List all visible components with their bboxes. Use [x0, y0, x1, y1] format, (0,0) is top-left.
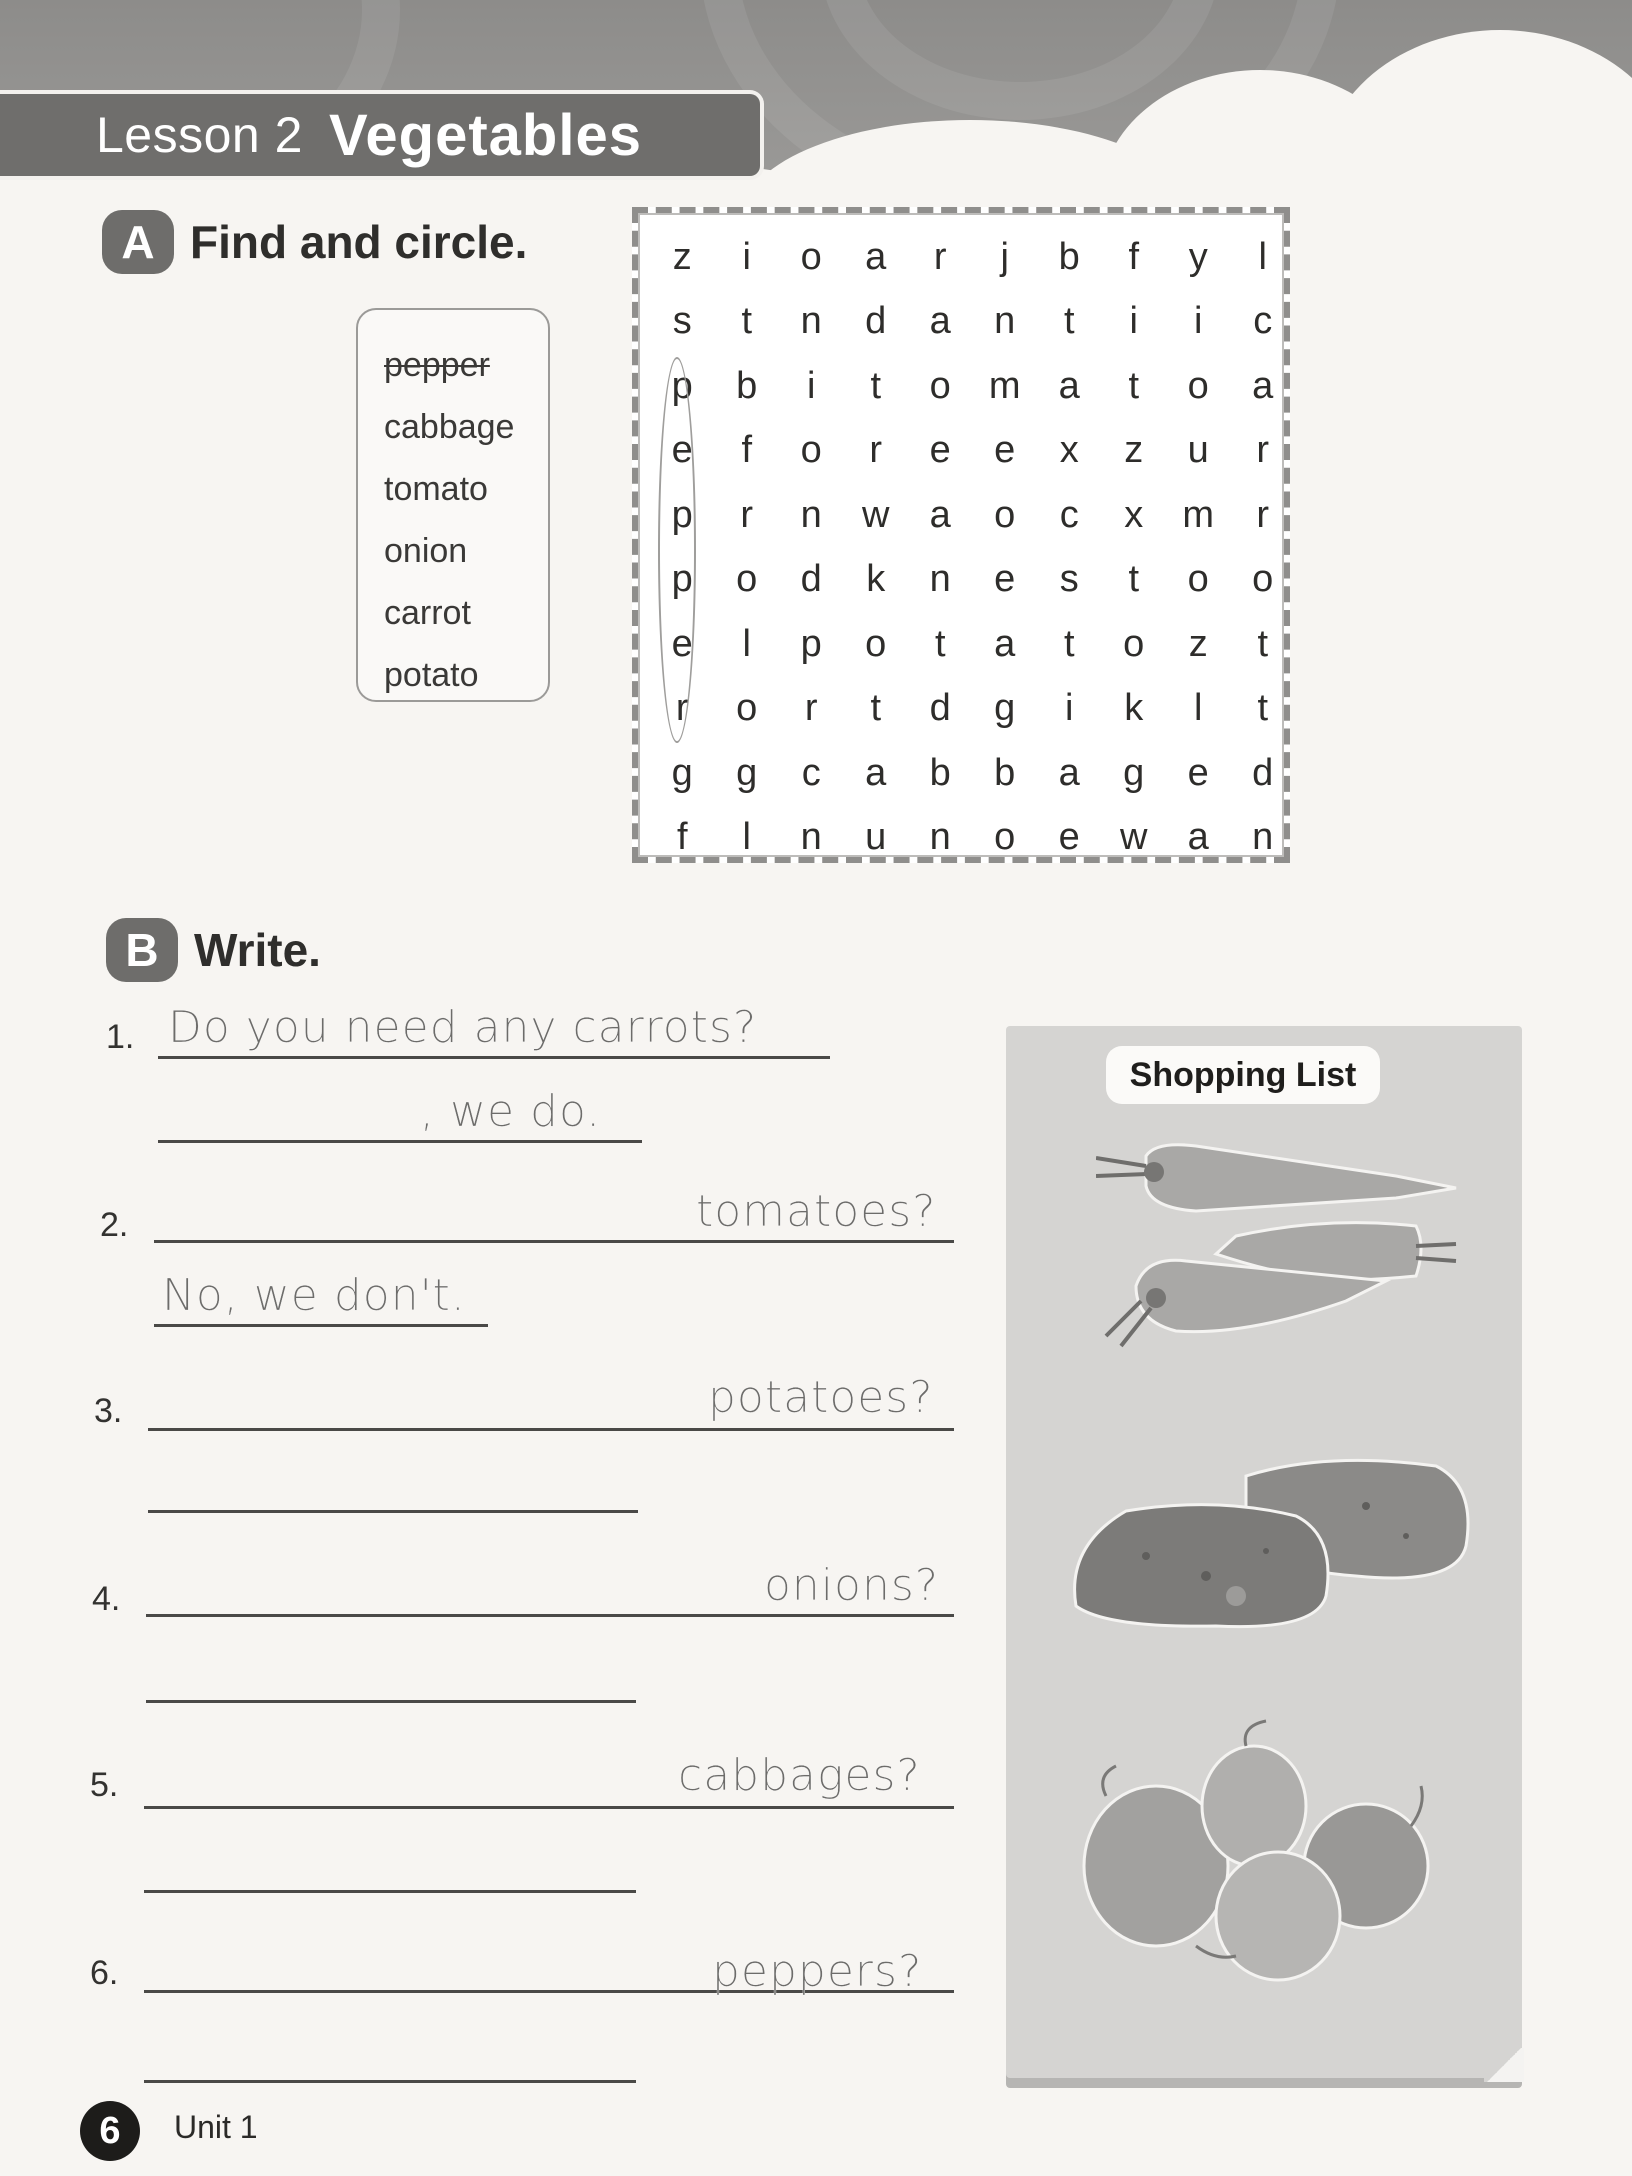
- question-line[interactable]: [154, 1240, 954, 1243]
- answer-line[interactable]: [148, 1510, 638, 1513]
- grid-letter[interactable]: e: [1187, 751, 1209, 794]
- grid-letter[interactable]: n: [994, 300, 1016, 343]
- grid-letter[interactable]: c: [1253, 300, 1273, 343]
- grid-letter[interactable]: i: [1194, 300, 1203, 343]
- grid-letter[interactable]: x: [1124, 493, 1144, 536]
- grid-letter[interactable]: z: [1188, 622, 1208, 665]
- traced-answer: No, we don't.: [162, 1270, 466, 1321]
- grid-letter[interactable]: o: [865, 622, 887, 665]
- traced-question: peppers?: [712, 1946, 923, 1997]
- grid-letter[interactable]: o: [1252, 558, 1274, 601]
- word-bank-item: cabbage: [384, 408, 515, 446]
- grid-letter[interactable]: a: [1058, 751, 1080, 794]
- grid-letter[interactable]: o: [1123, 622, 1145, 665]
- traced-question: tomatoes?: [696, 1186, 937, 1237]
- grid-letter[interactable]: r: [1256, 429, 1270, 472]
- grid-letter[interactable]: c: [801, 751, 821, 794]
- grid-letter[interactable]: p: [671, 364, 693, 407]
- grid-letter[interactable]: n: [929, 816, 951, 859]
- grid-letter[interactable]: t: [1128, 558, 1140, 601]
- grid-letter[interactable]: f: [1128, 235, 1140, 278]
- question-line[interactable]: [148, 1428, 954, 1431]
- carrots-icon: [1096, 1136, 1476, 1366]
- grid-letter[interactable]: t: [1063, 622, 1075, 665]
- grid-letter[interactable]: t: [1257, 687, 1269, 730]
- traced-question: onions?: [764, 1560, 940, 1611]
- grid-letter[interactable]: r: [1256, 493, 1270, 536]
- grid-letter[interactable]: i: [1065, 687, 1074, 730]
- question-line[interactable]: [158, 1056, 830, 1059]
- grid-letter[interactable]: k: [1124, 687, 1144, 730]
- word-search-puzzle: [632, 207, 1290, 863]
- grid-letter[interactable]: t: [870, 687, 882, 730]
- grid-letter[interactable]: f: [676, 816, 688, 859]
- question-line[interactable]: [146, 1614, 954, 1617]
- grid-letter[interactable]: r: [869, 429, 883, 472]
- grid-letter[interactable]: w: [1120, 816, 1148, 859]
- grid-letter[interactable]: o: [929, 364, 951, 407]
- grid-letter[interactable]: i: [807, 364, 816, 407]
- grid-letter[interactable]: o: [994, 493, 1016, 536]
- grid-letter[interactable]: n: [800, 300, 822, 343]
- grid-letter[interactable]: o: [800, 235, 822, 278]
- example-circle-pepper: [658, 357, 696, 743]
- word-bank: [356, 308, 550, 702]
- word-bank-item: potato: [384, 656, 479, 694]
- question-line[interactable]: [144, 1806, 954, 1809]
- grid-letter[interactable]: m: [1182, 493, 1215, 536]
- grid-letter[interactable]: l: [742, 622, 751, 665]
- grid-letter[interactable]: j: [1000, 235, 1009, 278]
- word-bank-item: carrot: [384, 594, 471, 632]
- section-a-instruction: Find and circle.: [190, 216, 528, 268]
- potatoes-icon: [1066, 1456, 1476, 1646]
- answer-line[interactable]: [144, 2080, 636, 2083]
- grid-letter[interactable]: t: [1128, 364, 1140, 407]
- grid-letter[interactable]: a: [929, 493, 951, 536]
- item-number: 1.: [106, 1018, 135, 1056]
- grid-letter[interactable]: e: [671, 429, 693, 472]
- grid-letter[interactable]: k: [866, 558, 886, 601]
- answer-line[interactable]: [158, 1140, 642, 1143]
- grid-letter[interactable]: s: [672, 300, 692, 343]
- grid-letter[interactable]: p: [800, 622, 822, 665]
- lesson-title-bar: [0, 90, 764, 180]
- lesson-title: Vegetables: [328, 102, 642, 168]
- grid-letter[interactable]: d: [1252, 751, 1274, 794]
- grid-letter[interactable]: g: [994, 687, 1016, 730]
- traced-question: potatoes?: [708, 1372, 934, 1423]
- grid-letter[interactable]: l: [742, 816, 751, 859]
- grid-letter[interactable]: t: [1257, 622, 1269, 665]
- grid-letter[interactable]: d: [800, 558, 822, 601]
- answer-line[interactable]: [144, 1890, 636, 1893]
- section-b-badge: B: [106, 918, 178, 982]
- traced-question: cabbages?: [678, 1750, 921, 1801]
- grid-letter[interactable]: o: [800, 429, 822, 472]
- grid-letter[interactable]: e: [994, 558, 1016, 601]
- traced-answer: , we do.: [420, 1086, 602, 1137]
- grid-letter[interactable]: e: [1058, 816, 1080, 859]
- shopping-list-title: Shopping List: [1106, 1046, 1380, 1104]
- grid-letter[interactable]: n: [1252, 816, 1274, 859]
- grid-letter[interactable]: t: [741, 300, 753, 343]
- item-number: 4.: [92, 1580, 121, 1618]
- grid-letter[interactable]: g: [671, 751, 693, 794]
- grid-letter[interactable]: a: [865, 235, 887, 278]
- grid-letter[interactable]: u: [865, 816, 887, 859]
- grid-letter[interactable]: r: [675, 687, 689, 730]
- lesson-number: Lesson 2: [96, 107, 303, 163]
- grid-letter[interactable]: g: [736, 751, 758, 794]
- answer-line[interactable]: [146, 1700, 636, 1703]
- section-a-badge: A: [102, 210, 174, 274]
- grid-letter[interactable]: g: [1123, 751, 1145, 794]
- grid-letter[interactable]: o: [1187, 364, 1209, 407]
- item-number: 5.: [90, 1766, 119, 1804]
- section-b-instruction: Write.: [194, 924, 321, 976]
- word-search-grid: [650, 225, 1295, 870]
- page-number-badge: 6: [80, 2101, 140, 2161]
- grid-letter[interactable]: x: [1059, 429, 1079, 472]
- grid-letter[interactable]: i: [1129, 300, 1138, 343]
- grid-letter[interactable]: b: [736, 364, 758, 407]
- onions-icon: [1066, 1716, 1466, 1986]
- grid-letter[interactable]: i: [742, 235, 751, 278]
- grid-letter[interactable]: d: [929, 687, 951, 730]
- grid-letter[interactable]: n: [800, 493, 822, 536]
- grid-letter[interactable]: d: [865, 300, 887, 343]
- shopping-list-panel: [1006, 1026, 1522, 2078]
- item-number: 6.: [90, 1954, 119, 1992]
- grid-letter[interactable]: z: [672, 235, 692, 278]
- grid-letter[interactable]: m: [988, 364, 1021, 407]
- grid-letter[interactable]: z: [1124, 429, 1144, 472]
- grid-letter[interactable]: l: [1194, 687, 1203, 730]
- word-bank-item: tomato: [384, 470, 488, 508]
- grid-letter[interactable]: b: [994, 751, 1016, 794]
- grid-letter[interactable]: y: [1188, 235, 1208, 278]
- grid-letter[interactable]: t: [870, 364, 882, 407]
- grid-letter[interactable]: w: [862, 493, 890, 536]
- word-bank-item: onion: [384, 532, 468, 570]
- item-number: 3.: [94, 1392, 123, 1430]
- grid-letter[interactable]: e: [671, 622, 693, 665]
- section-a-header: [102, 210, 527, 274]
- grid-letter[interactable]: t: [1063, 300, 1075, 343]
- traced-question: Do you need any carrots?: [168, 1002, 758, 1053]
- unit-label: Unit 1: [174, 2109, 258, 2145]
- grid-letter[interactable]: n: [929, 558, 951, 601]
- grid-letter[interactable]: a: [1187, 816, 1209, 859]
- grid-letter[interactable]: e: [929, 429, 951, 472]
- grid-letter[interactable]: f: [741, 429, 753, 472]
- grid-letter[interactable]: n: [800, 816, 822, 859]
- grid-letter[interactable]: o: [736, 687, 758, 730]
- grid-letter[interactable]: p: [671, 493, 693, 536]
- grid-letter[interactable]: a: [1058, 364, 1080, 407]
- grid-letter[interactable]: t: [934, 622, 946, 665]
- grid-letter[interactable]: r: [740, 493, 754, 536]
- grid-letter[interactable]: a: [994, 622, 1016, 665]
- grid-letter[interactable]: a: [1252, 364, 1274, 407]
- grid-letter[interactable]: p: [671, 558, 693, 601]
- grid-letter[interactable]: a: [929, 300, 951, 343]
- grid-letter[interactable]: l: [1258, 235, 1267, 278]
- grid-letter[interactable]: b: [1058, 235, 1080, 278]
- grid-letter[interactable]: o: [736, 558, 758, 601]
- answer-line[interactable]: [154, 1324, 488, 1327]
- section-b-header: [106, 918, 321, 982]
- page-curl: [1484, 2048, 1524, 2082]
- word-bank-item: pepper: [384, 346, 490, 384]
- grid-letter[interactable]: u: [1187, 429, 1209, 472]
- grid-letter[interactable]: r: [804, 687, 818, 730]
- grid-letter[interactable]: o: [994, 816, 1016, 859]
- grid-letter[interactable]: b: [929, 751, 951, 794]
- grid-letter[interactable]: a: [865, 751, 887, 794]
- grid-letter[interactable]: s: [1059, 558, 1079, 601]
- grid-letter[interactable]: r: [933, 235, 947, 278]
- grid-letter[interactable]: c: [1059, 493, 1079, 536]
- grid-letter[interactable]: e: [994, 429, 1016, 472]
- grid-letter[interactable]: o: [1187, 558, 1209, 601]
- item-number: 2.: [100, 1206, 129, 1244]
